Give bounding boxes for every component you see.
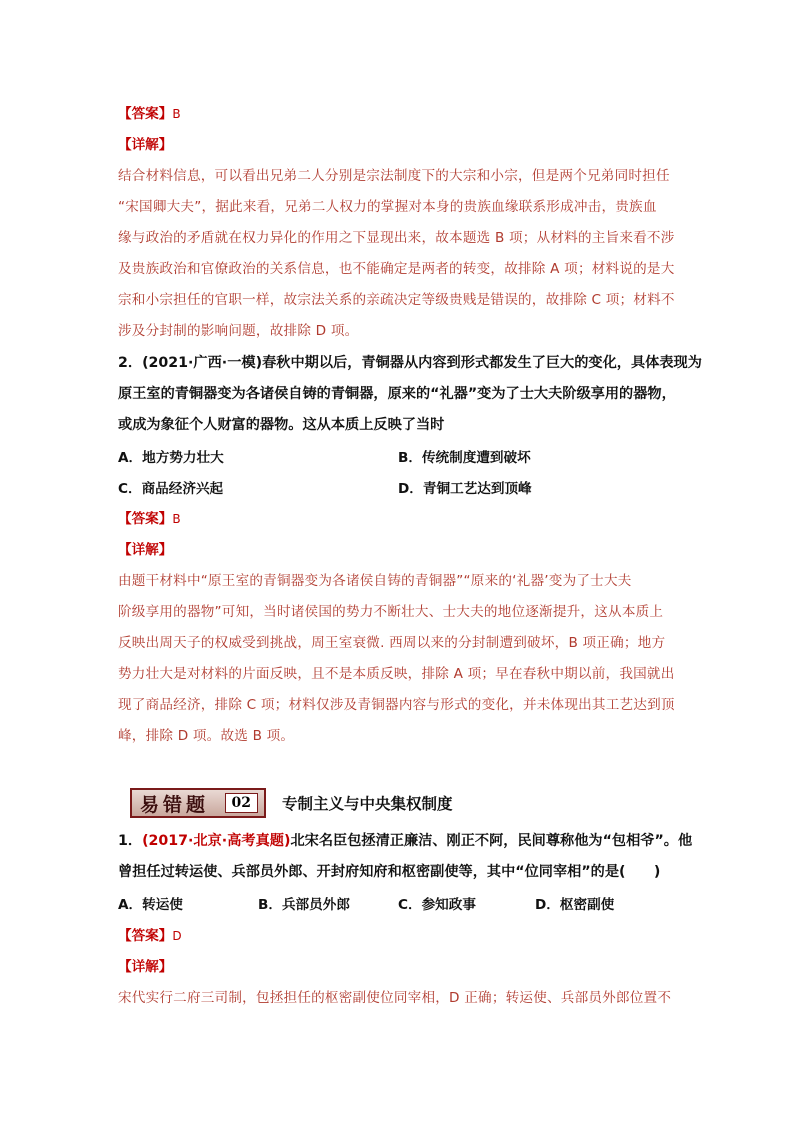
detail-label: 【详解】 [118, 542, 173, 558]
section-badge [130, 788, 266, 818]
explanation-line: 峰，排除 D 项。故选 B 项。 [118, 728, 295, 744]
question-source: (2021·广西·一模) [142, 355, 263, 371]
option-b: B．兵部员外郎 [258, 897, 350, 913]
option-c: C．商品经济兴起 [118, 481, 224, 497]
answer-row [118, 102, 181, 122]
answer-label: 【答案】 [118, 511, 173, 527]
section-title: 易错题 [140, 793, 210, 816]
explanation-line: 反映出周天子的权威受到挑战，周王室衰微. 西周以来的分封制遭到破坏，B 项正确；地方 [118, 635, 666, 651]
answer-row [118, 924, 182, 944]
option-a: A．地方势力壮大 [118, 450, 224, 466]
question-stem [118, 830, 692, 850]
option-b: B．传统制度遭到破坏 [398, 450, 531, 466]
answer-row [118, 507, 181, 527]
explanation-line: 宗和小宗担任的官职一样，故宗法关系的亲疏决定等级贵贱是错误的，故排除 C 项；材料不 [118, 292, 675, 308]
explanation-line: 涉及分封制的影响问题，故排除 D 项。 [118, 323, 359, 339]
answer-value: D [172, 929, 182, 943]
question-stem-line: 春秋中期以后，青铜器从内容到形式都发生了巨大的变化，具体表现为 [262, 355, 702, 371]
question-stem-line: 北宋名臣包拯清正廉洁、刚正不阿，民间尊称他为“包相爷”。他 [290, 833, 693, 849]
question-stem [118, 352, 702, 372]
explanation-line: 现了商品经济，排除 C 项；材料仅涉及青铜器内容与形式的变化，并未体现出其工艺达到顶 [118, 697, 675, 713]
explanation-line: 缘与政治的矛盾就在权力异化的作用之下显现出来，故本题选 B 项；从材料的主旨来看不涉 [118, 230, 675, 246]
explanation-line: 结合材料信息，可以看出兄弟二人分别是宗法制度下的大宗和小宗，但是两个兄弟同时担任 [118, 168, 670, 184]
answer-value: B [172, 107, 181, 121]
question-stem-line: 原王室的青铜器变为各诸侯自铸的青铜器，原来的“礼器”变为了士大夫阶级享用的器物， [118, 386, 676, 402]
explanation-line: 宋代实行二府三司制，包拯担任的枢密副使位同宰相，D 正确；转运使、兵部员外郎位置不 [118, 990, 672, 1006]
section-number: 02 [225, 793, 258, 813]
option-d: D．枢密副使 [535, 897, 615, 913]
answer-value: B [172, 512, 181, 526]
detail-label: 【详解】 [118, 137, 173, 153]
answer-label: 【答案】 [118, 928, 173, 944]
section-heading: 专制主义与中央集权制度 [282, 795, 453, 813]
section-banner [130, 787, 453, 819]
detail-row [118, 538, 172, 558]
detail-row [118, 133, 172, 153]
question-number: 2． [118, 355, 143, 371]
explanation-line: 势力壮大是对材料的片面反映，且不是本质反映，排除 A 项；早在春秋中期以前，我国就出 [118, 666, 675, 682]
option-d: D．青铜工艺达到顶峰 [398, 481, 532, 497]
option-c: C．参知政事 [398, 897, 476, 913]
question-stem-line: 曾担任过转运使、兵部员外郎、开封府知府和枢密副使等，其中“位同宰相”的是( ) [118, 864, 661, 880]
detail-label: 【详解】 [118, 959, 173, 975]
explanation-line: 由题干材料中“原王室的青铜器变为各诸侯自铸的青铜器”“原来的‘礼器’变为了士大夫 [118, 573, 632, 589]
question-number: 1． [118, 833, 143, 849]
question-stem-line: 或成为象征个人财富的器物。这从本质上反映了当时 [118, 417, 445, 433]
explanation-line: “宋国卿大夫”，据此来看，兄弟二人权力的掌握对本身的贵族血缘联系形成冲击，贵族血 [118, 199, 657, 215]
detail-row [118, 955, 172, 975]
question-source: (2017·北京·高考真题) [142, 833, 291, 849]
answer-label: 【答案】 [118, 106, 173, 122]
explanation-line: 及贵族政治和官僚政治的关系信息，也不能确定是两者的转变，故排除 A 项；材料说的是大 [118, 261, 675, 277]
option-a: A．转运使 [118, 897, 183, 913]
explanation-line: 阶级享用的器物”可知，当时诸侯国的势力不断壮大、士大夫的地位逐渐提升，这从本质上 [118, 604, 664, 620]
